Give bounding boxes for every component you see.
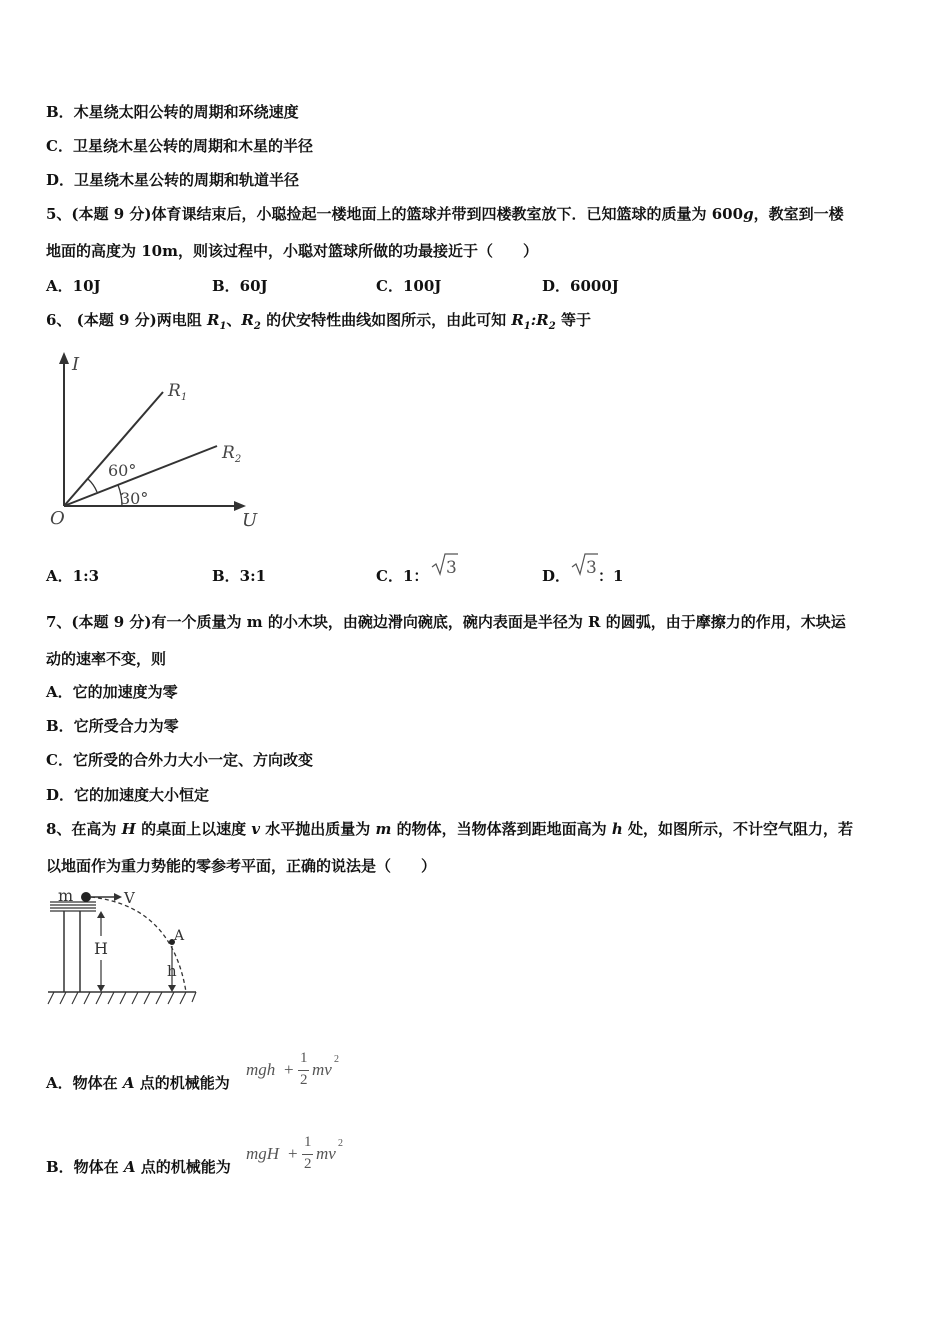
q5-option-c: C．100J bbox=[376, 277, 442, 295]
sqrt3-c bbox=[430, 552, 460, 578]
q6-option-c: C．1： bbox=[376, 567, 429, 585]
svg-text:3: 3 bbox=[586, 558, 597, 578]
q7-option-c: C．它所受的合外力大小一定、方向改变 bbox=[46, 751, 313, 769]
q7-stem-line2: 动的速率不变，则 bbox=[46, 650, 167, 668]
ball bbox=[81, 892, 91, 902]
q7-option-b: B．它所受合力为零 bbox=[46, 717, 179, 735]
u-axis-label: U bbox=[242, 510, 258, 531]
q6-stem: 6、 (本题 9 分)两电阻 $R_1$、$R_2$ 的伏安特性曲线如图所示，由此可知 $R_1:R_2$ 等于 bbox=[46, 311, 591, 332]
q6-option-d-suffix: ：1 bbox=[598, 567, 624, 585]
formula-a: mgh + 1 2 mv 2 bbox=[246, 1050, 339, 1088]
angle-60-label: 60° bbox=[108, 461, 137, 480]
H-arrow-head-bottom bbox=[97, 985, 105, 992]
h-arrow-head bbox=[168, 985, 176, 992]
m-label: m bbox=[58, 886, 74, 905]
h-label: h bbox=[167, 962, 177, 980]
v-label: V bbox=[124, 889, 135, 907]
q6-option-d: D． bbox=[542, 567, 571, 585]
q5-option-d: D．6000J bbox=[542, 277, 619, 295]
H-label: H bbox=[94, 939, 108, 958]
q7-stem-line1: 7、(本题 9 分)有一个质量为 m 的小木块，由碗边滑向碗底，碗内表面是半径为 R 的圆弧，由于摩擦力的作用，木块运 bbox=[46, 613, 846, 631]
q6-option-a: A．1:3 bbox=[46, 567, 100, 585]
q5-stem-line2: 地面的高度为 10m，则该过程中，小聪对篮球所做的功最接近于（ ） bbox=[46, 242, 538, 260]
q4-option-d: D．卫星绕木星公转的周期和轨道半径 bbox=[46, 171, 300, 189]
q8-option-b: B．物体在 A 点的机械能为 bbox=[46, 1158, 231, 1176]
q5-option-a: A．10J bbox=[46, 277, 101, 295]
q4-option-c: C．卫星绕木星公转的周期和木星的半径 bbox=[46, 137, 313, 155]
angle-30-label: 30° bbox=[120, 489, 149, 508]
ground-hatch bbox=[48, 992, 196, 1004]
q6-option-b: B．3:1 bbox=[212, 567, 267, 585]
iu-graph-figure bbox=[40, 348, 270, 534]
q8-stem-line1: 8、在高为 H 的桌面上以速度 v 水平抛出质量为 m 的物体，当物体落到距地面高为 h 处，如图所示，不计空气阻力，若 bbox=[46, 820, 853, 838]
r2-label: $R_2$ bbox=[222, 443, 242, 465]
H-arrow-head-top bbox=[97, 911, 105, 918]
q4-option-b: B．木星绕太阳公转的周期和环绕速度 bbox=[46, 103, 299, 121]
formula-b: mgH + 1 2 mv 2 bbox=[246, 1134, 343, 1172]
q7-option-d: D．它的加速度大小恒定 bbox=[46, 786, 210, 804]
q8-option-a: A．物体在 A 点的机械能为 bbox=[46, 1074, 230, 1092]
r1-label: $R_1$ bbox=[168, 381, 188, 403]
angle-arc-60 bbox=[88, 479, 97, 492]
q7-option-a: A．它的加速度为零 bbox=[46, 683, 178, 701]
q5-stem-line1: 5、(本题 9 分)体育课结束后，小聪捡起一楼地面上的篮球并带到四楼教室放下．已知篮球的质量为 600g，教室到一楼 bbox=[46, 205, 844, 223]
q8-stem-line2: 以地面作为重力势能的零参考平面，正确的说法是（ ） bbox=[46, 857, 437, 875]
origin-label: O bbox=[50, 508, 65, 529]
svg-text:3: 3 bbox=[446, 558, 457, 578]
projectile-figure bbox=[44, 886, 204, 1012]
i-axis-label: I bbox=[72, 354, 80, 375]
A-label: A bbox=[174, 928, 185, 944]
q5-option-b: B．60J bbox=[212, 277, 268, 295]
i-axis-arrow bbox=[59, 352, 69, 364]
velocity-arrow-head bbox=[114, 893, 122, 901]
sqrt3-d bbox=[570, 552, 600, 578]
